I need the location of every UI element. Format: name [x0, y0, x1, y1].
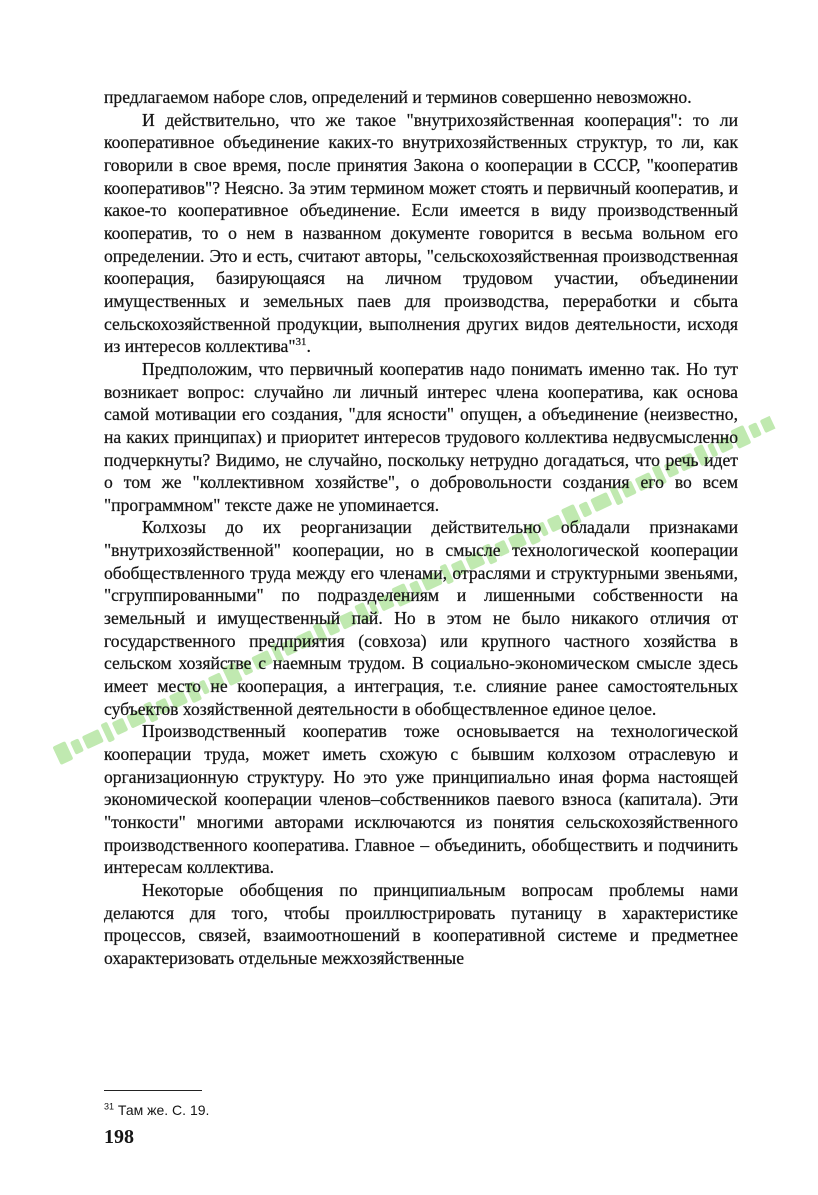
page-number: 198: [104, 1126, 134, 1148]
footnote-reference-trailing: .: [306, 336, 311, 357]
footnote-number: 31: [104, 1101, 115, 1112]
paragraph-1: [104, 86, 738, 109]
watermark-mark: [82, 729, 104, 749]
footnote-text: Там же. С. 19.: [117, 1102, 210, 1118]
paragraph-2-text: И действительно, что же такое "внутрихозяйственная кооперация": то ли кооперативное объединение каких-то внутрихозяйственных структур, то ли, как говорили в свое время, после принятия Закона о кооперации в СССР, "кооператив кооперативов"? Неясно. За этим термином может стоять и первичный кооператив, и какое-то кооперативное объединение. Если имеется в виду производственный кооператив, то о нем в названном документе говорится в весьма вольном его определении. Это и есть, считают авторы, "сельскохозяйственная производственная кооперация, базирующаяся на личном трудовом участии, объединении имущественных и земельных паев для производства, переработки и сбыта сельскохозяйственной продукции, выполнения других видов деятельности, исходя из интересов коллектива": [104, 109, 738, 357]
paragraph-2: [104, 109, 738, 358]
paragraph-3-text: Предположим, что первичный кооператив надо понимать именно так. Но тут возникает вопрос: случайно ли личный интерес члена кооператива, как основа самой мотивации его создания, "для ясности" опущен, а объединение (неизвестно, на каких принципах) и приоритет интересов трудового коллектива недвусмысленно подчеркнуты? Видимо, не случайно, поскольку нетрудно догадаться, что речь идет о том же "коллективном хозяйстве", о добровольности создания его во всем "программном" тексте даже не упоминается.: [104, 358, 738, 515]
body-text: [104, 86, 738, 970]
paragraph-6: [104, 879, 738, 970]
watermark-mark: [760, 413, 780, 433]
footnote-divider: [104, 1090, 202, 1091]
paragraph-5-text: Производственный кооператив тоже основывается на технологической кооперации труда, может иметь схожую с бывшим колхозом отраслевую и организационную структуру. Но это уже принципиально иная форма настоящей экономической кооперации членов–собственников паевого взноса (капитала). Эти "тонкости" многими авторами исключаются из понятия сельскохозяйственного производственного кооператива. Главное – объединить, обобществить и подчинить интересам коллектива.: [104, 721, 738, 878]
paragraph-3: [104, 358, 738, 517]
footnote-reference: 31: [295, 336, 307, 349]
paragraph-4-text: Колхозы до их реорганизации действительно обладали признаками "внутрихозяйственной" кооперации, но в смысле технологической кооперации обобществленного труда между его членами, отраслями и структурными звеньями, "сгруппированными" по подразделениям и лишенными собственности на земельный и имущественный пай. Но в этом не было никакого отличия от государственного предприятия (совхоза) или крупного частного хозяйства в сельском хозяйстве с наемным трудом. В социально-экономическом смысле здесь имеет место не кооперация, а интеграция, т.е. слияние ранее самостоятельных субъектов хозяйственной деятельности в обобществленное единое целое.: [104, 517, 738, 719]
watermark-mark: [70, 738, 84, 754]
paragraph-1-text: предлагаемом наборе слов, определений и терминов совершенно невозможно.: [104, 87, 692, 107]
paragraph-5: [104, 720, 738, 879]
paragraph-4: [104, 516, 738, 720]
watermark-mark: [52, 741, 73, 765]
paragraph-6-text: Некоторые обобщения по принципиальным вопросам проблемы нами делаются для того, чтобы проиллюстрировать путаницу в характеристике процессов, связей, взаимоотношений в кооперативной системе и предметнее охарактеризовать отдельные межхозяйственные: [104, 879, 738, 968]
watermark-mark: [748, 422, 762, 438]
footnote: [104, 1101, 209, 1119]
